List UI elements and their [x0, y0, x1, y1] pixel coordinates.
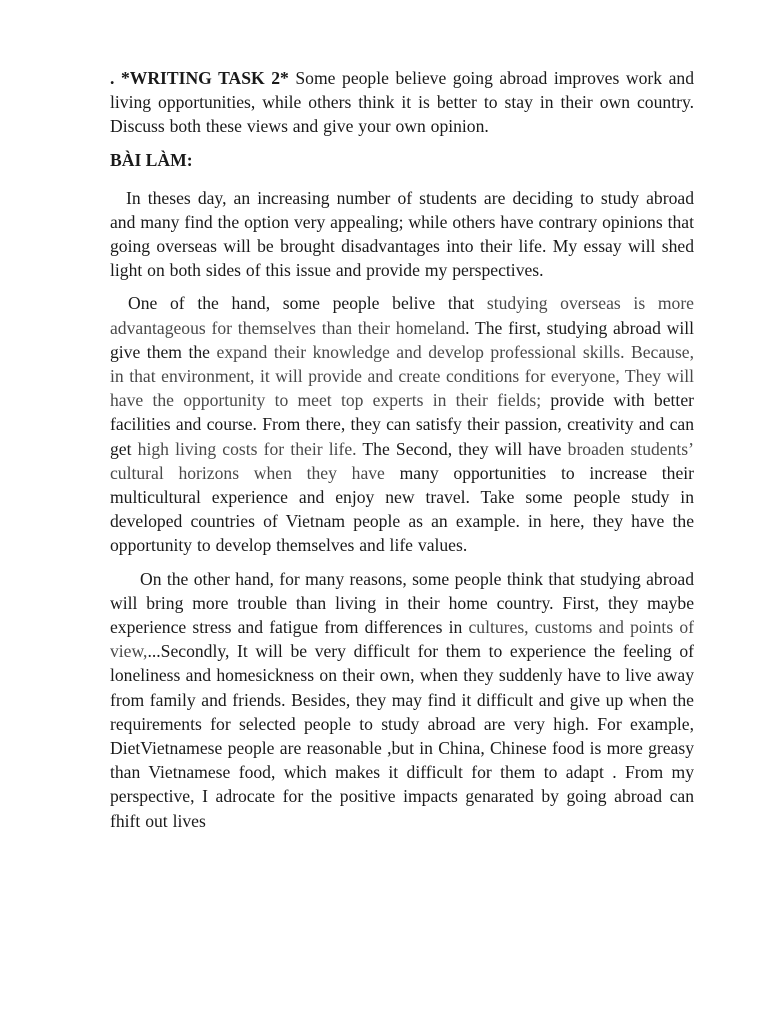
section-heading: BÀI LÀM:	[110, 149, 193, 170]
body2-part-c: ...Secondly, It will be very difficult for them to experience the feeling of loneliness and homesickness on their own, when they suddenly have to live away from family and friends. Besides, they may find it difficult and give up when the requirements for selected people to study abroad are very high. For example, DietVietnamese people are reasonable ,but in China, Chinese food is more greasy than Vietnamese food, which makes it difficult for them to adapt . From my perspective, I adrocate for the positive impacts genarated by going abroad can fhift out lives	[110, 641, 694, 831]
body1-part-i: many opportunities to increase their multicultural experience and enjoy new travel. Take some people study in developed countries of Vietnam people as an example. in here, they have the opportunity to develop themselves and life values.	[110, 462, 694, 556]
body1-part-e: provide with better facilities and course. From there, they can satisfy their passion, creativity and can get	[110, 390, 694, 459]
body1-part-h: broaden students’ cultural horizons when they have	[110, 438, 694, 483]
document-page	[110, 66, 694, 842]
body2-part-b: cultures, customs and points of view,	[110, 617, 694, 662]
body1-part-g: The Second, they will have	[356, 438, 568, 459]
body1-part-b: studying overseas is more advantageous for themselves than their homeland	[110, 293, 694, 338]
body-paragraph-1	[110, 291, 694, 557]
body1-part-c: . The first, studying abroad will give them the	[110, 317, 694, 362]
body1-part-d: expand their knowledge and develop professional skills. Because, in that environment, it will provide and create conditions for everyone, They will have the opportunity to meet top experts in their fields;	[110, 341, 695, 411]
task-paragraph	[110, 66, 694, 139]
body2-part-a: On the other hand, for many reasons, some people think that studying abroad will bring more trouble than living in their home country. First, they maybe experience stress and fatigue from differences in	[110, 568, 694, 638]
body1-part-a: One of the hand, some people belive that	[128, 293, 487, 314]
body-paragraph-2	[110, 567, 694, 833]
task-title: . *WRITING TASK 2*	[110, 68, 289, 88]
task-prompt: Some people believe going abroad improves work and living opportunities, while others think it is better to stay in their own country. Discuss both these views and give your own opinion.	[110, 68, 694, 137]
intro-paragraph: In theses day, an increasing number of students are deciding to study abroad and many find the option very appealing; while others have contrary opinions that going overseas will be brought disadvantages into their life. My essay will shed light on both sides of this issue and provide my perspectives.	[110, 187, 694, 281]
body1-part-f: high living costs for their life.	[137, 438, 357, 459]
